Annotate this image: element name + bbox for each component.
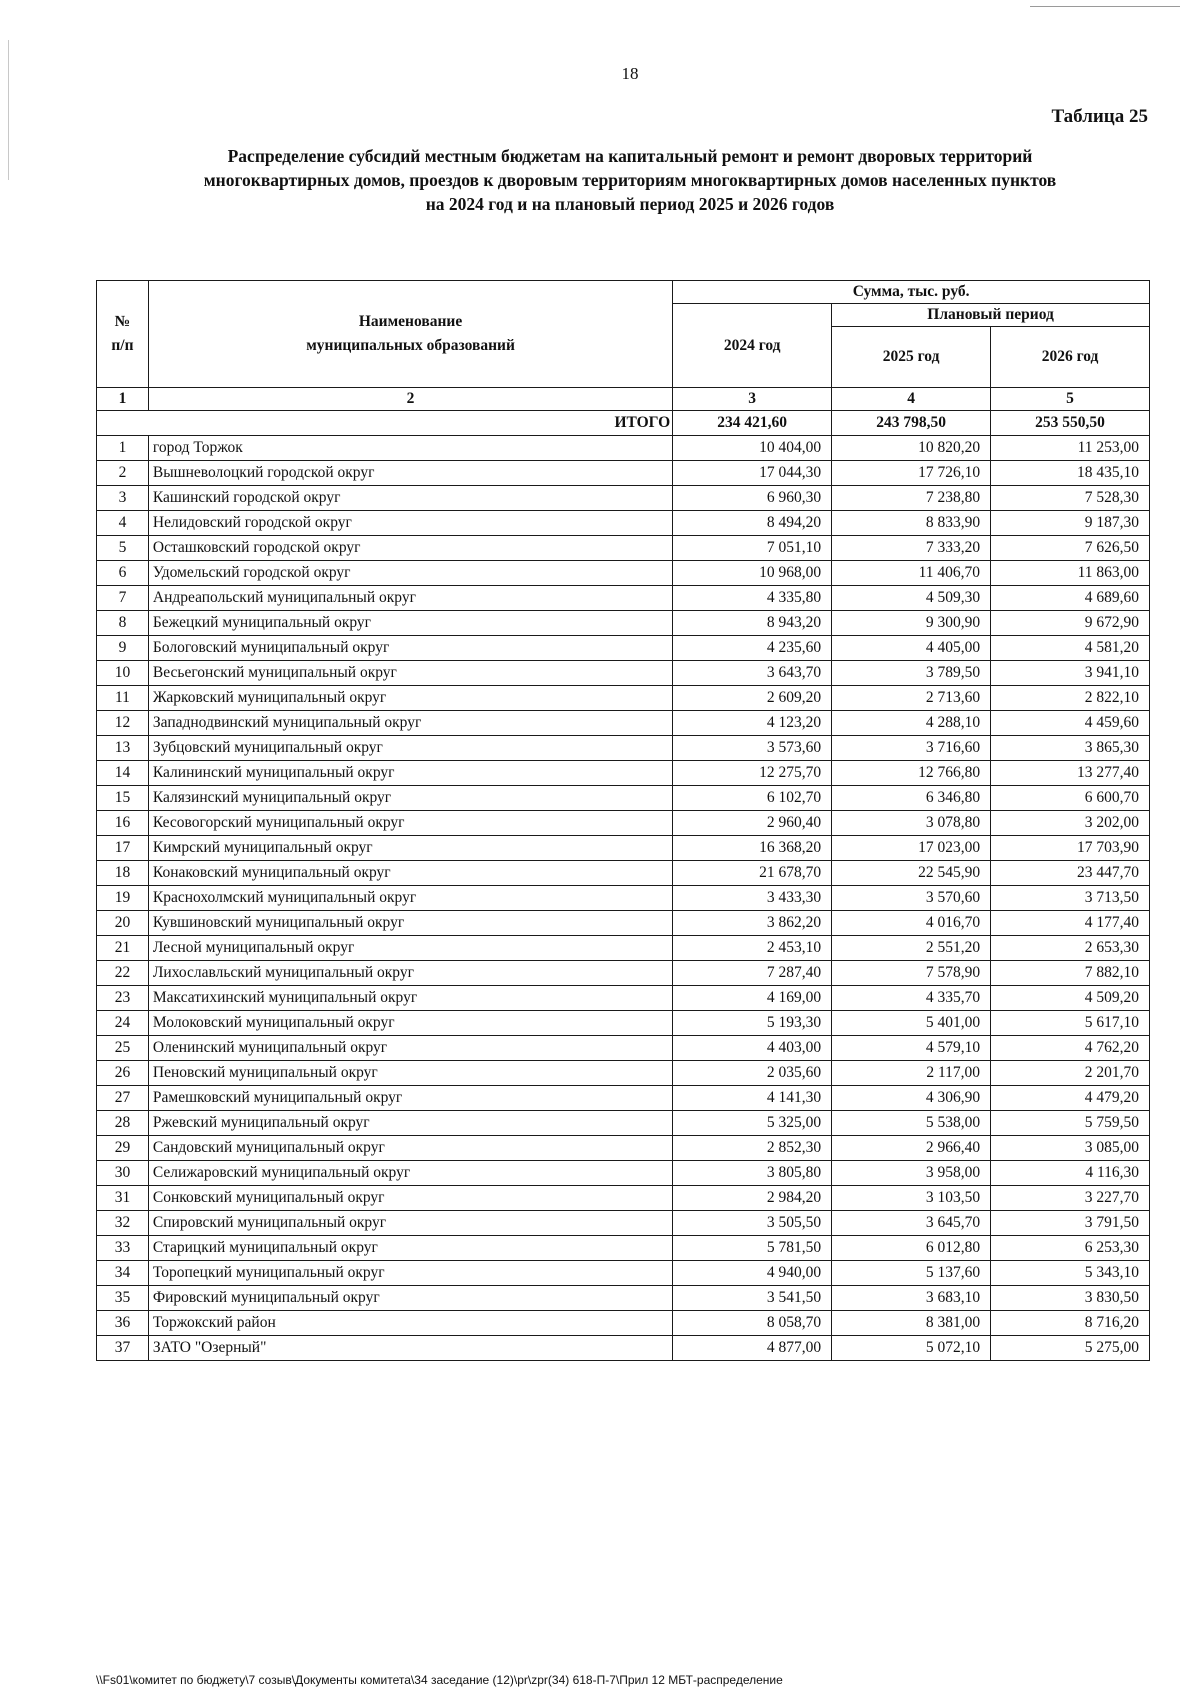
table-row <box>97 536 1150 561</box>
amount-2026-cell: 5 617,10 <box>991 1011 1150 1036</box>
amount-2024-cell: 17 044,30 <box>673 461 832 486</box>
amount-2026-cell: 5 275,00 <box>991 1336 1150 1361</box>
amount-2024-cell: 21 678,70 <box>673 861 832 886</box>
municipality-name-cell: Нелидовский городской округ <box>148 511 672 536</box>
amount-2024-cell: 5 325,00 <box>673 1111 832 1136</box>
amount-2026-cell: 3 830,50 <box>991 1286 1150 1311</box>
municipality-name-cell: Пеновский муниципальный округ <box>148 1061 672 1086</box>
row-number-cell: 15 <box>97 786 149 811</box>
municipality-name-cell: Максатихинский муниципальный округ <box>148 986 672 1011</box>
row-number-cell: 23 <box>97 986 149 1011</box>
amount-2024-cell: 3 643,70 <box>673 661 832 686</box>
amount-2026-cell: 7 626,50 <box>991 536 1150 561</box>
amount-2024-cell: 12 275,70 <box>673 761 832 786</box>
table-row <box>97 911 1150 936</box>
amount-2024-cell: 4 169,00 <box>673 986 832 1011</box>
header-sum-cell: Сумма, тыс. руб. <box>673 281 1150 304</box>
document-title-line: на 2024 год и на плановый период 2025 и 2026 годов <box>425 194 835 214</box>
subsidy-distribution-table <box>96 280 1150 1361</box>
amount-2025-cell: 3 789,50 <box>832 661 991 686</box>
table-row <box>97 561 1150 586</box>
row-number-cell: 17 <box>97 836 149 861</box>
amount-2025-cell: 5 538,00 <box>832 1111 991 1136</box>
amount-2024-cell: 8 943,20 <box>673 611 832 636</box>
amount-2025-cell: 4 405,00 <box>832 636 991 661</box>
amount-2024-cell: 8 494,20 <box>673 511 832 536</box>
amount-2024-cell: 7 287,40 <box>673 961 832 986</box>
municipality-name-cell: Осташковский городской округ <box>148 536 672 561</box>
table-row <box>97 1336 1150 1361</box>
table-row <box>97 861 1150 886</box>
table-row <box>97 1311 1150 1336</box>
table-row <box>97 1261 1150 1286</box>
row-number-cell: 36 <box>97 1311 149 1336</box>
document-title-line: Распределение субсидий местным бюджетам на капитальный ремонт и ремонт дворовых территорий <box>227 146 1033 166</box>
municipality-name-cell: Удомельский городской округ <box>148 561 672 586</box>
municipality-name-cell: Зубцовский муниципальный округ <box>148 736 672 761</box>
amount-2024-cell: 16 368,20 <box>673 836 832 861</box>
header-number-cell <box>97 281 149 388</box>
row-number-cell: 7 <box>97 586 149 611</box>
amount-2026-cell: 11 863,00 <box>991 561 1150 586</box>
amount-2025-cell: 4 288,10 <box>832 711 991 736</box>
amount-2025-cell: 3 570,60 <box>832 886 991 911</box>
amount-2024-cell: 5 781,50 <box>673 1236 832 1261</box>
amount-2024-cell: 3 862,20 <box>673 911 832 936</box>
table-row <box>97 1286 1150 1311</box>
amount-2024-cell: 3 541,50 <box>673 1286 832 1311</box>
table-row <box>97 636 1150 661</box>
municipality-name-cell: Рамешковский муниципальный округ <box>148 1086 672 1111</box>
amount-2024-cell: 4 877,00 <box>673 1336 832 1361</box>
amount-2026-cell: 4 762,20 <box>991 1036 1150 1061</box>
amount-2024-cell: 2 609,20 <box>673 686 832 711</box>
table-row <box>97 936 1150 961</box>
row-number-cell: 29 <box>97 1136 149 1161</box>
amount-2024-cell: 3 505,50 <box>673 1211 832 1236</box>
amount-2026-cell: 4 459,60 <box>991 711 1150 736</box>
amount-2025-cell: 9 300,90 <box>832 611 991 636</box>
table-body <box>97 411 1150 1361</box>
column-number-cell: 1 <box>97 388 149 411</box>
header-row <box>97 281 1150 304</box>
row-number-cell: 25 <box>97 1036 149 1061</box>
total-2024: 234 421,60 <box>673 411 832 436</box>
total-2026: 253 550,50 <box>991 411 1150 436</box>
amount-2024-cell: 4 235,60 <box>673 636 832 661</box>
amount-2024-cell: 2 984,20 <box>673 1186 832 1211</box>
amount-2024-cell: 4 141,30 <box>673 1086 832 1111</box>
column-number-row <box>97 388 1150 411</box>
row-number-cell: 35 <box>97 1286 149 1311</box>
table-row <box>97 436 1150 461</box>
amount-2026-cell: 2 653,30 <box>991 936 1150 961</box>
amount-2026-cell: 2 201,70 <box>991 1061 1150 1086</box>
amount-2024-cell: 7 051,10 <box>673 536 832 561</box>
amount-2026-cell: 9 672,90 <box>991 611 1150 636</box>
amount-2026-cell: 11 253,00 <box>991 436 1150 461</box>
amount-2026-cell: 13 277,40 <box>991 761 1150 786</box>
column-number-cell: 3 <box>673 388 832 411</box>
amount-2026-cell: 17 703,90 <box>991 836 1150 861</box>
table-row <box>97 461 1150 486</box>
header-number-abbr: п/п <box>111 337 134 354</box>
row-number-cell: 18 <box>97 861 149 886</box>
amount-2024-cell: 4 123,20 <box>673 711 832 736</box>
column-number-cell: 4 <box>832 388 991 411</box>
amount-2026-cell: 6 253,30 <box>991 1236 1150 1261</box>
amount-2026-cell: 3 791,50 <box>991 1211 1150 1236</box>
municipality-name-cell: Весьегонский муниципальный округ <box>148 661 672 686</box>
row-number-cell: 27 <box>97 1086 149 1111</box>
amount-2025-cell: 8 833,90 <box>832 511 991 536</box>
table-row <box>97 486 1150 511</box>
table-row <box>97 1186 1150 1211</box>
table-row <box>97 1061 1150 1086</box>
municipality-name-cell: Вышневолоцкий городской округ <box>148 461 672 486</box>
column-number-cell: 5 <box>991 388 1150 411</box>
amount-2024-cell: 3 573,60 <box>673 736 832 761</box>
amount-2025-cell: 17 023,00 <box>832 836 991 861</box>
amount-2025-cell: 10 820,20 <box>832 436 991 461</box>
municipality-name-cell: Торопецкий муниципальный округ <box>148 1261 672 1286</box>
amount-2024-cell: 2 035,60 <box>673 1061 832 1086</box>
table-row <box>97 1111 1150 1136</box>
amount-2025-cell: 4 579,10 <box>832 1036 991 1061</box>
page-number: 18 <box>621 64 639 83</box>
amount-2024-cell: 4 403,00 <box>673 1036 832 1061</box>
municipality-name-cell: Ржевский муниципальный округ <box>148 1111 672 1136</box>
amount-2026-cell: 3 713,50 <box>991 886 1150 911</box>
amount-2026-cell: 3 865,30 <box>991 736 1150 761</box>
amount-2025-cell: 12 766,80 <box>832 761 991 786</box>
amount-2026-cell: 23 447,70 <box>991 861 1150 886</box>
row-number-cell: 1 <box>97 436 149 461</box>
municipality-name-cell: Жарковский муниципальный округ <box>148 686 672 711</box>
municipality-name-cell: Лесной муниципальный округ <box>148 936 672 961</box>
amount-2025-cell: 3 716,60 <box>832 736 991 761</box>
row-number-cell: 26 <box>97 1061 149 1086</box>
amount-2025-cell: 3 078,80 <box>832 811 991 836</box>
table-label: Таблица 25 <box>1051 106 1148 127</box>
municipality-name-cell: Кимрский муниципальный округ <box>148 836 672 861</box>
municipality-name-cell: Бежецкий муниципальный округ <box>148 611 672 636</box>
amount-2025-cell: 2 117,00 <box>832 1061 991 1086</box>
municipality-name-cell: Андреапольский муниципальный округ <box>148 586 672 611</box>
amount-2026-cell: 9 187,30 <box>991 511 1150 536</box>
amount-2025-cell: 7 578,90 <box>832 961 991 986</box>
table-row <box>97 586 1150 611</box>
row-number-cell: 10 <box>97 661 149 686</box>
header-name-cell <box>148 281 672 388</box>
municipality-name-cell: Кесовогорский муниципальный округ <box>148 811 672 836</box>
amount-2024-cell: 5 193,30 <box>673 1011 832 1036</box>
table-row <box>97 761 1150 786</box>
row-number-cell: 30 <box>97 1161 149 1186</box>
municipality-name-cell: Конаковский муниципальный округ <box>148 861 672 886</box>
row-number-cell: 24 <box>97 1011 149 1036</box>
amount-2024-cell: 10 968,00 <box>673 561 832 586</box>
municipality-name-cell: Западнодвинский муниципальный округ <box>148 711 672 736</box>
amount-2026-cell: 2 822,10 <box>991 686 1150 711</box>
row-number-cell: 28 <box>97 1111 149 1136</box>
column-number-cell: 2 <box>148 388 672 411</box>
municipality-name-cell: Молоковский муниципальный округ <box>148 1011 672 1036</box>
amount-2025-cell: 7 238,80 <box>832 486 991 511</box>
amount-2026-cell: 3 941,10 <box>991 661 1150 686</box>
row-number-cell: 37 <box>97 1336 149 1361</box>
header-2026-cell: 2026 год <box>991 327 1150 388</box>
table-row <box>97 511 1150 536</box>
header-name-line: Наименование <box>358 313 463 330</box>
row-number-cell: 3 <box>97 486 149 511</box>
footer-file-path: \\Fs01\комитет по бюджету\7 созыв\Документы комитета\34 заседание (12)\pr\zpr(34) 618-П-7\Прил 12 МБТ-распределение <box>96 1673 783 1687</box>
amount-2026-cell: 4 116,30 <box>991 1161 1150 1186</box>
row-number-cell: 33 <box>97 1236 149 1261</box>
amount-2024-cell: 2 453,10 <box>673 936 832 961</box>
municipality-name-cell: Фировский муниципальный округ <box>148 1286 672 1311</box>
amount-2025-cell: 8 381,00 <box>832 1311 991 1336</box>
amount-2025-cell: 3 958,00 <box>832 1161 991 1186</box>
amount-2025-cell: 5 401,00 <box>832 1011 991 1036</box>
municipality-name-cell: Бологовский муниципальный округ <box>148 636 672 661</box>
total-2025: 243 798,50 <box>832 411 991 436</box>
scan-margin-line <box>8 40 9 180</box>
header-2025-cell: 2025 год <box>832 327 991 388</box>
table-row <box>97 686 1150 711</box>
amount-2024-cell: 3 433,30 <box>673 886 832 911</box>
amount-2026-cell: 3 202,00 <box>991 811 1150 836</box>
municipality-name-cell: Калязинский муниципальный округ <box>148 786 672 811</box>
table-row <box>97 1161 1150 1186</box>
table-row <box>97 1011 1150 1036</box>
municipality-name-cell: Сандовский муниципальный округ <box>148 1136 672 1161</box>
document-title <box>100 144 1160 216</box>
amount-2026-cell: 4 177,40 <box>991 911 1150 936</box>
municipality-name-cell: Оленинский муниципальный округ <box>148 1036 672 1061</box>
municipality-name-cell: Спировский муниципальный округ <box>148 1211 672 1236</box>
table-row <box>97 1211 1150 1236</box>
row-number-cell: 16 <box>97 811 149 836</box>
amount-2025-cell: 22 545,90 <box>832 861 991 886</box>
municipality-name-cell: Старицкий муниципальный округ <box>148 1236 672 1261</box>
amount-2024-cell: 6 960,30 <box>673 486 832 511</box>
total-row <box>97 411 1150 436</box>
municipality-name-cell: ЗАТО "Озерный" <box>148 1336 672 1361</box>
municipality-name-cell: Кашинский городской округ <box>148 486 672 511</box>
municipality-name-cell: Краснохолмский муниципальный округ <box>148 886 672 911</box>
total-label: ИТОГО <box>97 411 673 436</box>
amount-2025-cell: 17 726,10 <box>832 461 991 486</box>
amount-2025-cell: 3 103,50 <box>832 1186 991 1211</box>
municipality-name-cell: Кувшиновский муниципальный округ <box>148 911 672 936</box>
amount-2026-cell: 8 716,20 <box>991 1311 1150 1336</box>
amount-2026-cell: 3 227,70 <box>991 1186 1150 1211</box>
amount-2026-cell: 4 581,20 <box>991 636 1150 661</box>
row-number-cell: 21 <box>97 936 149 961</box>
row-number-cell: 14 <box>97 761 149 786</box>
row-number-cell: 31 <box>97 1186 149 1211</box>
table-row <box>97 786 1150 811</box>
table-row <box>97 961 1150 986</box>
table-row <box>97 611 1150 636</box>
amount-2025-cell: 2 551,20 <box>832 936 991 961</box>
row-number-cell: 6 <box>97 561 149 586</box>
row-number-cell: 22 <box>97 961 149 986</box>
amount-2024-cell: 4 940,00 <box>673 1261 832 1286</box>
row-number-cell: 11 <box>97 686 149 711</box>
table-row <box>97 836 1150 861</box>
municipality-name-cell: Лихославльский муниципальный округ <box>148 961 672 986</box>
table-row <box>97 661 1150 686</box>
document-title-line: многоквартирных домов, проездов к дворовым территориям многоквартирных домов населенных пунктов <box>203 170 1057 190</box>
header-name-line: муниципальных образований <box>306 337 515 354</box>
amount-2026-cell: 3 085,00 <box>991 1136 1150 1161</box>
amount-2025-cell: 7 333,20 <box>832 536 991 561</box>
amount-2025-cell: 11 406,70 <box>832 561 991 586</box>
amount-2025-cell: 5 137,60 <box>832 1261 991 1286</box>
header-2024-cell: 2024 год <box>673 304 832 388</box>
table-row <box>97 1136 1150 1161</box>
row-number-cell: 2 <box>97 461 149 486</box>
header-planned-period-cell: Плановый период <box>832 304 1150 327</box>
amount-2026-cell: 18 435,10 <box>991 461 1150 486</box>
table-row <box>97 1086 1150 1111</box>
row-number-cell: 20 <box>97 911 149 936</box>
amount-2025-cell: 3 683,10 <box>832 1286 991 1311</box>
table-row <box>97 811 1150 836</box>
amount-2025-cell: 6 346,80 <box>832 786 991 811</box>
amount-2024-cell: 2 960,40 <box>673 811 832 836</box>
table-row <box>97 736 1150 761</box>
amount-2026-cell: 7 528,30 <box>991 486 1150 511</box>
municipality-name-cell: Калининский муниципальный округ <box>148 761 672 786</box>
municipality-name-cell: Торжокский район <box>148 1311 672 1336</box>
table-row <box>97 886 1150 911</box>
amount-2024-cell: 10 404,00 <box>673 436 832 461</box>
amount-2026-cell: 4 509,20 <box>991 986 1150 1011</box>
amount-2025-cell: 4 016,70 <box>832 911 991 936</box>
amount-2026-cell: 7 882,10 <box>991 961 1150 986</box>
header-number-symbol: № <box>114 313 131 330</box>
amount-2026-cell: 5 759,50 <box>991 1111 1150 1136</box>
row-number-cell: 19 <box>97 886 149 911</box>
municipality-name-cell: Сонковский муниципальный округ <box>148 1186 672 1211</box>
amount-2024-cell: 8 058,70 <box>673 1311 832 1336</box>
table-row <box>97 986 1150 1011</box>
amount-2024-cell: 3 805,80 <box>673 1161 832 1186</box>
table-row <box>97 1036 1150 1061</box>
row-number-cell: 5 <box>97 536 149 561</box>
amount-2025-cell: 2 713,60 <box>832 686 991 711</box>
scan-edge-line <box>1030 6 1180 7</box>
amount-2025-cell: 5 072,10 <box>832 1336 991 1361</box>
amount-2026-cell: 5 343,10 <box>991 1261 1150 1286</box>
amount-2024-cell: 6 102,70 <box>673 786 832 811</box>
amount-2025-cell: 3 645,70 <box>832 1211 991 1236</box>
row-number-cell: 32 <box>97 1211 149 1236</box>
amount-2025-cell: 4 509,30 <box>832 586 991 611</box>
table-row <box>97 711 1150 736</box>
amount-2025-cell: 4 306,90 <box>832 1086 991 1111</box>
amount-2025-cell: 2 966,40 <box>832 1136 991 1161</box>
municipality-name-cell: Селижаровский муниципальный округ <box>148 1161 672 1186</box>
amount-2026-cell: 6 600,70 <box>991 786 1150 811</box>
row-number-cell: 12 <box>97 711 149 736</box>
municipality-name-cell: город Торжок <box>148 436 672 461</box>
row-number-cell: 34 <box>97 1261 149 1286</box>
amount-2026-cell: 4 479,20 <box>991 1086 1150 1111</box>
amount-2024-cell: 2 852,30 <box>673 1136 832 1161</box>
row-number-cell: 8 <box>97 611 149 636</box>
table-row <box>97 1236 1150 1261</box>
row-number-cell: 9 <box>97 636 149 661</box>
amount-2026-cell: 4 689,60 <box>991 586 1150 611</box>
amount-2025-cell: 6 012,80 <box>832 1236 991 1261</box>
row-number-cell: 13 <box>97 736 149 761</box>
row-number-cell: 4 <box>97 511 149 536</box>
amount-2025-cell: 4 335,70 <box>832 986 991 1011</box>
amount-2024-cell: 4 335,80 <box>673 586 832 611</box>
